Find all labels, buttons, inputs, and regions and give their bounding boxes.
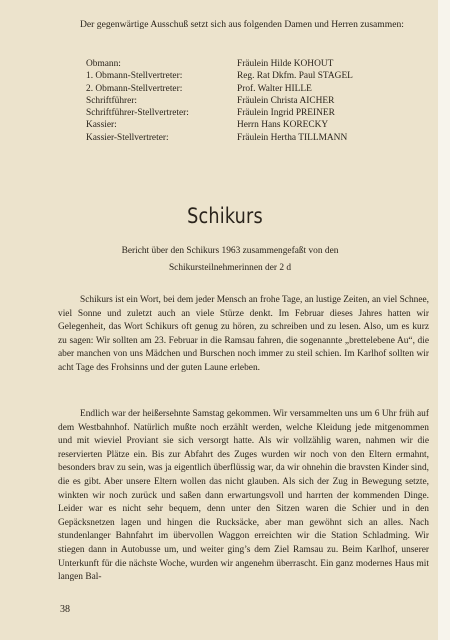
committee-role: 2. Obmann-Stellvertreter: <box>86 83 183 94</box>
committee-role: Schriftführer: <box>86 95 138 106</box>
committee-member: Herrn Hans KORECKY <box>237 120 329 131</box>
committee-row <box>86 132 416 144</box>
subtitle-line: Schikursteilnehmerinnen der 2 d <box>168 263 292 273</box>
committee-role: Kassier-Stellvertreter: <box>86 132 169 143</box>
committee-intro-text: Der gegenwärtige Ausschuß setzt sich aus folgenden Damen und Herren zusammen: <box>80 19 404 30</box>
committee-member: Prof. Walter HILLE <box>237 83 312 94</box>
committee-row <box>86 107 416 119</box>
article-subtitle <box>80 243 380 277</box>
committee-member: Fräulein Ingrid PREINER <box>237 108 335 119</box>
committee-role: 1. Obmann-Stellvertreter: <box>86 71 183 82</box>
committee-role: Schriftführer-Stellvertreter: <box>86 108 189 119</box>
committee-member: Reg. Rat Dkfm. Paul STAGEL <box>237 71 353 82</box>
article-paragraph: Schikurs ist ein Wort, bei dem jeder Mensch an frohe Tage, an lustige Zeiten, an viel Schnee, viel Sonne und zuletzt auch an viele Stürze denkt. Im Februar dieses Jahres hatten wir Gelegenheit, das Wort Schikurs oft genug zu hören, zu schreiben und zu lesen. Also, um es kurz zu sagen: Wir sollten am 23. Februar in die Ramsau fahren, die sogenannte „brettelebene Au“, die aber manchen von uns Mädchen und Burschen noch immer zu steil schien. Im Karlhof sollten wir acht Tage des Frohsinns und der guten Laune erleben. <box>58 295 429 373</box>
committee-list <box>86 58 416 144</box>
committee-row <box>86 95 416 107</box>
committee-member: Fräulein Hertha TILLMANN <box>237 132 348 143</box>
committee-row <box>86 83 416 95</box>
committee-member: Fräulein Christa AICHER <box>237 95 335 106</box>
page-edge <box>438 0 450 640</box>
page-number: 38 <box>60 604 70 615</box>
committee-row <box>86 70 416 82</box>
committee-member: Fräulein Hilde KOHOUT <box>237 59 334 69</box>
committee-role: Kassier: <box>86 120 117 131</box>
article-paragraph: Endlich war der heißersehnte Samstag gekommen. Wir versammelten uns um 6 Uhr früh auf dem Westbahnhof. Natürlich mußte noch erzählt werden, welche Kleidung jede mitgenommen und mit wieviel Proviant sie sich versorgt hatte. Als wir vollzählig waren, nahmen wir die reservierten Plätze ein. Bis zur Abfahrt des Zuges wurden wir noch von den Eltern ermahnt, besonders brav zu sein, was ja eigentlich überflüssig war, da wir ohnehin die bravsten Kinder sind, die es gibt. Aber unsere Eltern wollen das nicht glauben. Als sich der Zug in Bewegung setzte, winkten wir noch zurück und saßen dann erwartungsvoll und harrten der kommenden Dinge. Leider war es nicht sehr bequem, denn unter den Sitzen waren die Schier und in den Gepäcksnetzen lagen und hingen die Rucksäcke, aber man gewöhnt sich an alles. Nach stundenlanger Bahnfahrt im übervollen Waggon erreichten wir die Station Schladming. Wir stiegen dann in Autobusse um, und weiter ging’s dem Ziel Ramsau zu. Beim Karlhof, unserer Unterkunft für die nächste Woche, wurden wir angenehm überrascht. Ein ganz modernes Haus mit langen Bal- <box>58 409 429 583</box>
subtitle-line: Bericht über den Schikurs 1963 zusammengefaßt von den <box>121 246 339 256</box>
article-title: Schikurs <box>187 204 263 228</box>
committee-row <box>86 119 416 131</box>
committee-row <box>86 58 416 70</box>
committee-role: Obmann: <box>86 59 121 69</box>
